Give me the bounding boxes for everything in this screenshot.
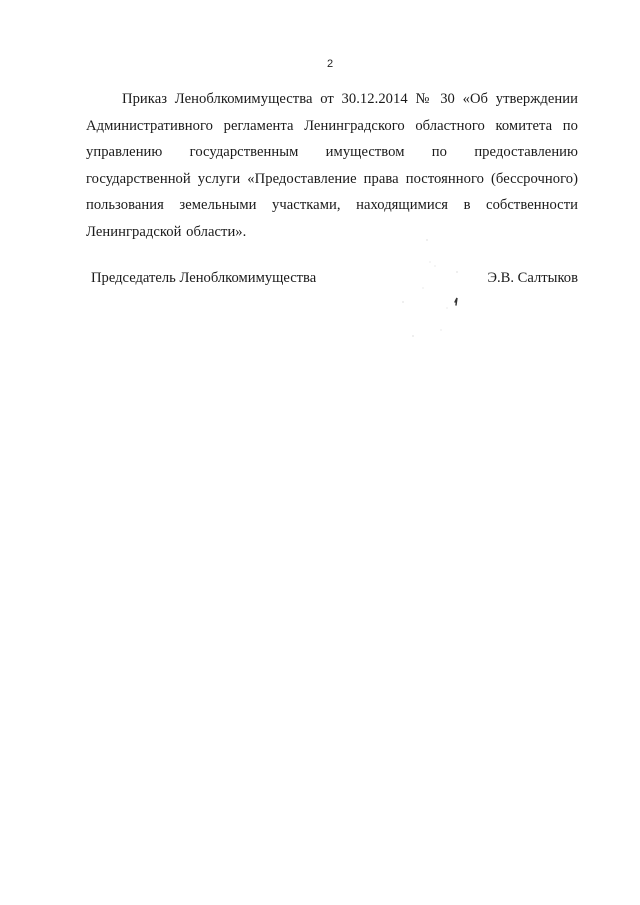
signatory-position: Председатель Леноблкомимущества [91,270,317,286]
order-reference-paragraph: Приказ Леноблкомимущества от 30.12.2014 № 30 «Об утверждении Административного регламента Ленинградского областного комитета по управлению государственным имуществом по предоставлению государственной услуги «Предоставление права постоянного (бессрочного) пользования земельными участками, находящимися в собственности Ленинградской области». [86,91,578,240]
page-number: 2 [326,58,334,70]
signatory-name: Э.В. Салтыков [487,270,578,286]
signature-block [91,270,578,294]
